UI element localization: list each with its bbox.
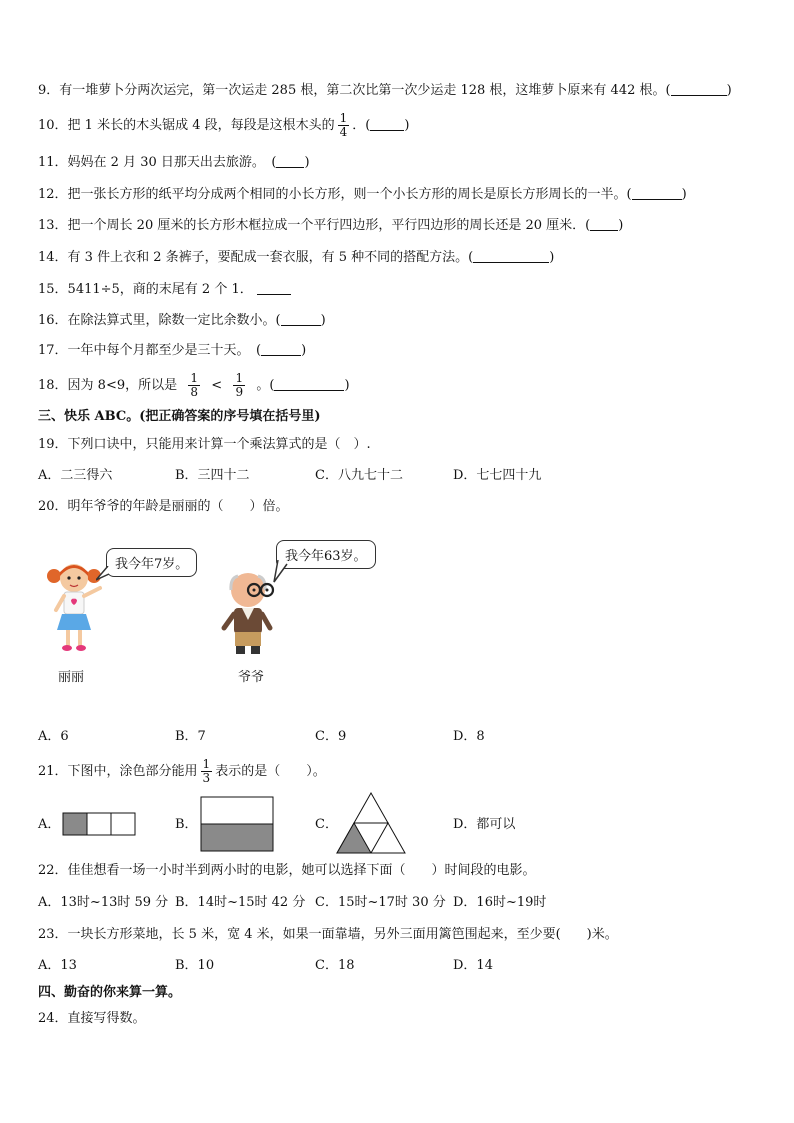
fraction-one-ninth: $\frac{1}{9}$ [235,371,244,399]
q21-figure-c-triangle [336,792,406,854]
answer-blank-16[interactable] [281,312,321,326]
q22-option-b[interactable]: B．14时~15时 42 分 [175,895,306,910]
girl-name: 丽丽 [58,670,85,685]
question-17: 17．一年中每个月都至少是三十天。 ( ) [38,343,307,358]
q21-figure-a-three-squares [62,812,136,836]
question-22-stem: 22．佳佳想看一场一小时半到两小时的电影，她可以选择下面（ ）时间段的电影。 [38,863,536,878]
question-14: 14．有 3 件上衣和 2 条裤子，要配成一套衣服，有 5 种不同的搭配方法。( ) [38,250,555,265]
q23-option-d[interactable]: D．14 [453,958,493,973]
question-19-stem: 19．下列口诀中，只能用来计算一个乘法算式的是（ ）. [38,437,371,452]
q21-option-b-label: B． [175,817,198,832]
answer-blank-9[interactable] [671,82,727,96]
question-20-stem: 20．明年爷爷的年龄是丽丽的（ ）倍。 [38,499,289,514]
q20-option-d[interactable]: D．8 [453,729,485,744]
fraction-one-third: $\frac{1}{3}$ [202,757,211,785]
question-24-stem: 24．直接写得数。 [38,1011,146,1026]
answer-blank-13[interactable] [590,217,618,231]
question-15: 15．5411÷5，商的末尾有 2 个 1． [38,281,291,299]
question-21-stem: 21．下图中，涂色部分能用 $\frac{1}{3}$ 表示的是（ ）。 [38,757,326,785]
answer-blank-17[interactable] [261,342,301,356]
q20-option-a[interactable]: A．6 [38,729,69,744]
q23-option-c[interactable]: C．18 [315,958,355,973]
q21-option-c[interactable] [315,816,338,834]
question-10: 10．把 1 米长的木头锯成 4 段，每段是这根木头的 $\frac{1}{4}$ ．( ) [38,111,410,139]
q21-option-b[interactable] [175,816,198,834]
q20-option-c[interactable]: C．9 [315,729,347,744]
grandpa-name: 爷爷 [238,670,265,685]
q22-option-d[interactable]: D．16时~19时 [453,895,547,910]
answer-blank-14[interactable] [473,249,549,263]
q19-option-c[interactable]: C．八九七十二 [315,468,403,483]
question-9: 9．有一堆萝卜分两次运完，第一次运走 285 根，第二次比第一次少运走 128 根，这堆萝卜原来有 442 根。( ) [38,83,732,98]
grandpa-speech-bubble: 我今年63岁。 [276,540,376,569]
q21-option-d[interactable]: D．都可以 [453,817,516,832]
question-23-stem: 23．一块长方形菜地，长 5 米，宽 4 米，如果一面靠墙，另外三面用篱笆围起来，至少要( )米。 [38,927,618,942]
grandpa-bubble-tail [272,560,288,584]
answer-blank-15[interactable] [257,281,291,295]
q19-option-d[interactable]: D．七七四十九 [453,468,542,483]
question-12: 12．把一张长方形的纸平均分成两个相同的小长方形，则一个小长方形的周长是原长方形周长的一半。( ) [38,187,687,202]
fraction-one-eighth: $\frac{1}{8}$ [190,371,199,399]
q19-option-b[interactable]: B．三四十二 [175,468,250,483]
grandpa-illustration [216,570,280,656]
girl-illustration [44,560,104,656]
q21-option-c-label: C． [315,817,338,832]
question-13: 13．把一个周长 20 厘米的长方形木框拉成一个平行四边形，平行四边形的周长还是 20 厘米．( ) [38,218,624,233]
fraction-one-quarter: $\frac{1}{4}$ [339,111,348,139]
q22-option-c[interactable]: C．15时~17时 30 分 [315,895,446,910]
q21-option-a[interactable] [38,816,60,834]
q21-option-a-label: A． [38,817,61,832]
answer-blank-12[interactable] [632,186,682,200]
question-16: 16．在除法算式里，除数一定比余数小。( ) [38,313,326,328]
question-18: 18．因为 8<9，所以是 $\frac{1}{8}$ < $\frac{1}{9}$ 。( ) [38,371,350,399]
q20-option-b[interactable]: B．7 [175,729,206,744]
answer-blank-18[interactable] [274,377,344,391]
section-4-heading: 四、勤奋的你来算一算。 [38,985,182,1000]
question-11: 11．妈妈在 2 月 30 日那天出去旅游。 ( ) [38,155,310,170]
q23-option-a[interactable]: A．13 [38,958,77,973]
section-3-heading: 三、快乐 ABC。(把正确答案的序号填在括号里) [38,409,321,424]
q22-option-a[interactable]: A．13时~13时 59 分 [38,895,169,910]
q23-option-b[interactable]: B．10 [175,958,215,973]
girl-speech-bubble: 我今年7岁。 [106,548,197,577]
answer-blank-11[interactable] [276,154,304,168]
girl-bubble-tail [96,566,110,582]
answer-blank-10[interactable] [370,117,404,131]
q21-figure-b-rectangle-halves [200,796,274,852]
q19-option-a[interactable]: A．二三得六 [38,468,113,483]
